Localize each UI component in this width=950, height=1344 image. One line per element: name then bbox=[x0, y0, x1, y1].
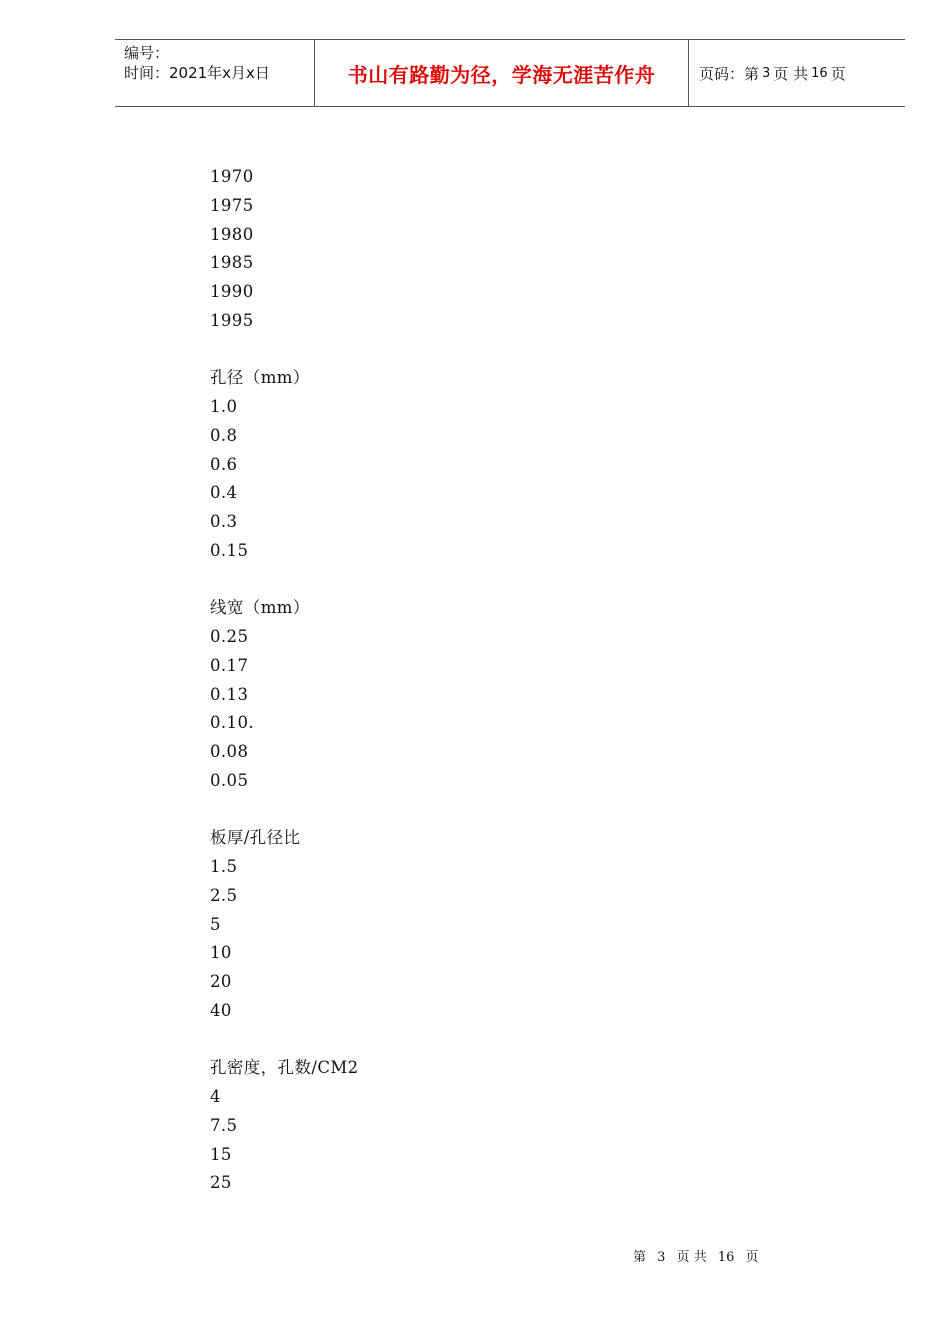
footer-current: 3 bbox=[657, 1250, 666, 1265]
serial-label: 编号： bbox=[124, 44, 170, 62]
page-suffix: 页 bbox=[830, 64, 846, 83]
page-mid: 页 共 bbox=[773, 64, 809, 83]
footer-suffix: 页 bbox=[745, 1250, 759, 1265]
time-label: 时间：2021年x月x日 bbox=[124, 64, 270, 82]
list-item: 1975 bbox=[210, 195, 254, 215]
list-item: 2.5 bbox=[210, 885, 238, 905]
list-item: 0.8 bbox=[210, 425, 238, 445]
section-heading: 孔径（mm） bbox=[210, 368, 310, 388]
footer-mid: 页 共 bbox=[676, 1250, 707, 1265]
page-header bbox=[115, 39, 905, 107]
list-item: 1985 bbox=[210, 253, 254, 273]
footer-total: 16 bbox=[717, 1250, 735, 1265]
list-item: 0.08 bbox=[210, 742, 249, 762]
list-item: 1990 bbox=[210, 282, 254, 301]
motto-text: 书山有路勤为径，学海无涯苦作舟 bbox=[347, 62, 656, 87]
list-item: 4 bbox=[210, 1087, 221, 1107]
list-item: 10 bbox=[210, 943, 232, 963]
list-item: 0.25 bbox=[210, 627, 249, 647]
list-item: 0.4 bbox=[210, 483, 238, 503]
list-item: 20 bbox=[210, 972, 232, 992]
list-item: 0.13 bbox=[210, 684, 249, 704]
list-item: 0.10. bbox=[210, 713, 254, 733]
section-heading: 线宽（mm） bbox=[210, 598, 310, 618]
page-footer bbox=[633, 1246, 766, 1265]
section-heading: 孔密度，孔数/CM2 bbox=[210, 1058, 359, 1078]
section-years bbox=[210, 163, 810, 336]
header-info-cell bbox=[115, 40, 315, 106]
header-page-cell bbox=[689, 40, 905, 106]
list-item: 0.3 bbox=[210, 512, 238, 532]
list-item: 0.6 bbox=[210, 454, 238, 474]
footer-prefix: 第 bbox=[633, 1250, 647, 1265]
document-body bbox=[210, 163, 810, 1227]
list-item: 7.5 bbox=[210, 1115, 238, 1135]
list-item: 0.05 bbox=[210, 770, 249, 790]
list-item: 1970 bbox=[210, 167, 254, 186]
page-current: 3 bbox=[762, 65, 771, 81]
section-thickness-ratio bbox=[210, 824, 810, 1025]
list-item: 1995 bbox=[210, 310, 254, 330]
section-heading: 板厚/孔径比 bbox=[210, 828, 301, 848]
list-item: 5 bbox=[210, 914, 221, 934]
list-item: 25 bbox=[210, 1173, 232, 1193]
section-hole-density bbox=[210, 1054, 810, 1198]
list-item: 15 bbox=[210, 1144, 232, 1164]
list-item: 1.5 bbox=[210, 857, 238, 877]
list-item: 1.0 bbox=[210, 397, 238, 417]
section-hole-diameter bbox=[210, 364, 810, 565]
list-item: 1980 bbox=[210, 224, 254, 244]
section-line-width bbox=[210, 594, 810, 795]
page-total: 16 bbox=[811, 65, 828, 81]
header-motto-cell bbox=[315, 40, 689, 106]
list-item: 40 bbox=[210, 1000, 232, 1020]
list-item: 0.17 bbox=[210, 655, 249, 675]
page-prefix: 页码：第 bbox=[699, 64, 760, 83]
list-item: 0.15 bbox=[210, 540, 249, 560]
